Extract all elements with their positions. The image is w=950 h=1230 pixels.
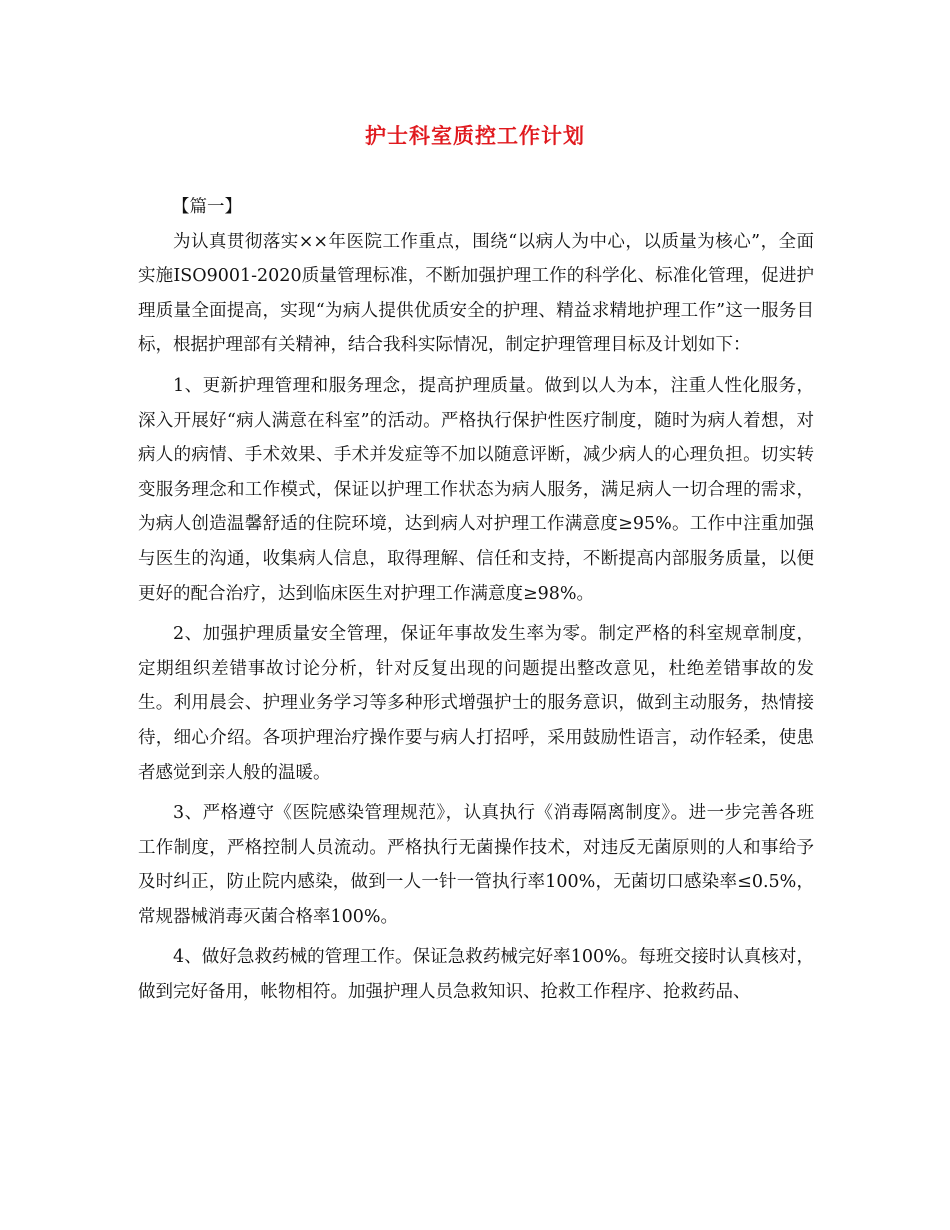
item-3-paragraph: 3、严格遵守《医院感染管理规范》，认真执行《消毒隔离制度》。进一步完善各班工作制度，严格控制人员流动。严格执行无菌操作技术，对违反无菌原则的人和事给予及时纠正，防止院内感染，做到一人一针一管执行率100%，无菌切口感染率≤0.5%，常规器械消毒灭菌合格率100%。 [138,803,814,927]
item-4-paragraph: 4、做好急救药械的管理工作。保证急救药械完好率100%。每班交接时认真核对，做到完好备用，帐物相符。加强护理人员急救知识、抢救工作程序、抢救药品、 [138,947,814,1003]
section-label: 【篇一】 [172,197,242,217]
intro-paragraph: 为认真贯彻落实××年医院工作重点，围绕“以病人为中心，以质量为核心”，全面实施ISO9001-2020质量管理标准，不断加强护理工作的科学化、标准化管理，促进护理质量全面提高，实现“为病人提供优质安全的护理、精益求精地护理工作”这一服务目标，根据护理部有关精神，结合我科实际情况，制定护理管理目标及计划如下： [138,231,814,356]
item-2-paragraph: 2、加强护理质量安全管理，保证年事故发生率为零。制定严格的科室规章制度，定期组织差错事故讨论分析，针对反复出现的问题提出整改意见，杜绝差错事故的发生。利用晨会、护理业务学习等多种形式增强护士的服务意识，做到主动服务，热情接待，细心介绍。各项护理治疗操作要与病人打招呼，采用鼓励性语言，动作轻柔，使患者感觉到亲人般的温暖。 [138,624,814,783]
item-1-paragraph: 1、更新护理管理和服务理念，提高护理质量。做到以人为本，注重人性化服务，深入开展好“病人满意在科室”的活动。严格执行保护性医疗制度，随时为病人着想，对病人的病情、手术效果、手术并发症等不加以随意评断，减少病人的心理负担。切实转变服务理念和工作模式，保证以护理工作状态为病人服务，满足病人一切合理的需求，为病人创造温馨舒适的住院环境，达到病人对护理工作满意度≥95%。工作中注重加强与医生的沟通，收集病人信息，取得理解、信任和支持，不断提高内部服务质量，以便更好的配合治疗，达到临床医生对护理工作满意度≥98%。 [138,375,814,604]
document-body [138,190,814,1010]
document-title: 护士科室质控工作计划 [365,123,585,148]
